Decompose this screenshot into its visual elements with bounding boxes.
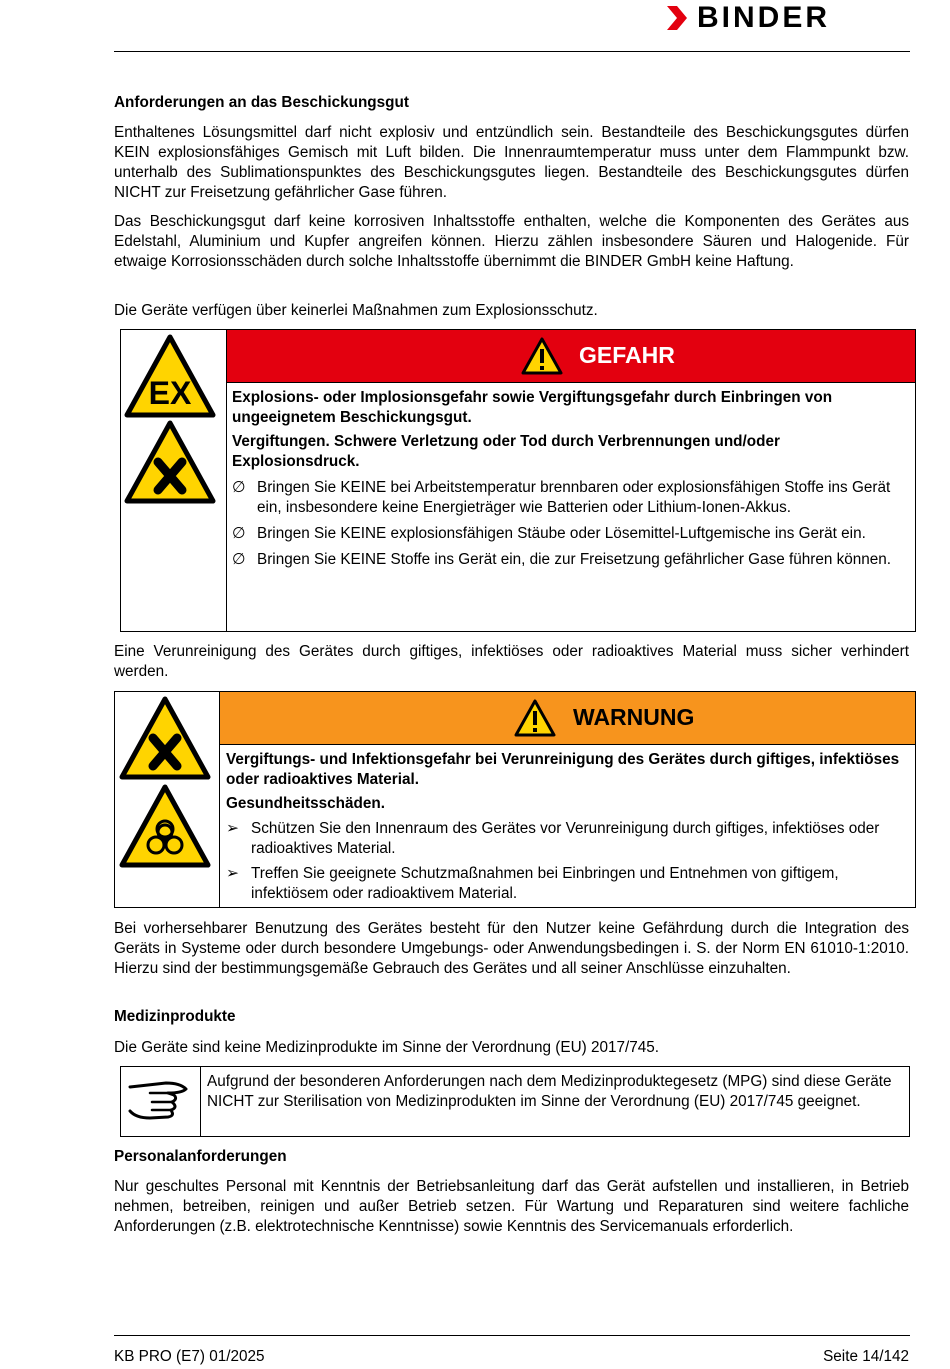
warning-signal-word: WARNUNG — [573, 704, 695, 730]
danger-list-item — [232, 550, 904, 570]
prohibition-bullet-icon: ∅ — [232, 479, 246, 496]
paragraph-medical-devices: Die Geräte sind keine Medizinprodukte im Sinne der Verordnung (EU) 2017/745. — [114, 1039, 660, 1056]
harmful-substance-icon — [124, 420, 216, 504]
paragraph-corrosive: Das Beschickungsgut darf keine korrosiven Inhaltsstoffe enthalten, welche die Komponenten des Gerätes aus Edelstahl, Aluminium und Kupfer angreifen können. Hierzu zählen insbesondere Säuren und Halogenide. Für etwaige Korrosionsschäden durch solche Inhaltsstoffe übernimmt die BINDER GmbH keine Haftung. — [114, 213, 909, 270]
paragraph-contamination: Eine Verunreinigung des Gerätes durch giftiges, infektiöses oder radioaktives Material muss sicher verhindert werden. — [114, 643, 909, 680]
note-box-divider — [200, 1066, 201, 1137]
footer-rule — [114, 1335, 910, 1336]
note-text: Aufgrund der besonderen Anforderungen nach dem Medizinproduktegesetz (MPG) sind diese Geräte NICHT zur Sterilisation von Medizinprodukten im Sinne der Verordnung (EU) 2017/745 geeignet. — [207, 1073, 892, 1110]
warning-consequence: Gesundheitsschäden. — [226, 795, 385, 812]
brand-name: BINDER — [697, 1, 831, 34]
danger-item-text: Bringen Sie KEINE Stoffe ins Gerät ein, die zur Freisetzung gefährlicher Gase führen können. — [257, 551, 892, 568]
danger-consequence: Vergiftungen. Schwere Verletzung oder Tod durch Verbrennungen und/oder Explosionsdruck. — [232, 433, 780, 470]
footer-page-number: Seite 14/142 — [823, 1348, 909, 1365]
explosive-atmosphere-icon — [124, 334, 216, 418]
warning-item-text: Schützen Sie den Innenraum des Gerätes vor Verunreinigung durch giftiges, infektiöses oder radioaktives Material. — [251, 820, 880, 857]
danger-banner — [227, 330, 915, 383]
warning-triangle-icon — [514, 699, 556, 737]
warning-list-item — [226, 864, 906, 904]
paragraph-personnel: Nur geschultes Personal mit Kenntnis der Betriebsanleitung darf das Gerät aufstellen und installieren, in Betrieb nehmen, betreiben, reinigen und außer Betrieb setzen. Für Wartung und Reparaturen sind weitere fachliche Anforderungen (z.B. elektrotechnische Kenntnisse) sowie Kenntnis des Servicemanuals erforderlich. — [114, 1178, 909, 1235]
danger-item-text: Bringen Sie KEINE explosionsfähigen Stäube oder Lösemittel-Luftgemische ins Gerät ein. — [257, 525, 866, 542]
ex-symbol-label: EX — [148, 375, 192, 411]
warning-triangle-icon — [521, 337, 563, 375]
binder-logo-mark-icon — [665, 3, 691, 35]
pointing-hand-icon — [126, 1073, 190, 1125]
footer-document-id: KB PRO (E7) 01/2025 — [114, 1348, 265, 1365]
section-heading-beschickungsgut: Anforderungen an das Beschickungsgut — [114, 94, 409, 111]
section-heading-medizinprodukte: Medizinprodukte — [114, 1008, 236, 1025]
danger-title: Explosions- oder Implosionsgefahr sowie Vergiftungsgefahr durch Einbringen von ungeeignetem Beschickungsgut. — [232, 389, 833, 426]
prohibition-bullet-icon: ∅ — [232, 551, 246, 568]
brand-logo — [665, 3, 910, 35]
warning-title: Vergiftungs- und Infektionsgefahr bei Verunreinigung des Gerätes durch giftiges, infektiöses oder radioaktives Material. — [226, 751, 900, 788]
warning-banner — [220, 692, 915, 745]
warning-list-item — [226, 819, 906, 859]
biohazard-icon — [119, 784, 211, 868]
paragraph-explosion-protection: Die Geräte verfügen über keinerlei Maßnahmen zum Explosionsschutz. — [114, 302, 598, 319]
paragraph-foreseeable-use: Bei vorhersehbarer Benutzung des Gerätes besteht für den Nutzer keine Gefährdung durch die Integration des Geräts in Systeme oder durch besondere Umgebungs- oder Anwendungsbedingen i. S. der Norm EN 61010-1:2010. Hierzu sind der bestimmungsgemäße Gebrauch des Gerätes und all seiner Anschlüsse einzuhalten. — [114, 920, 909, 977]
danger-item-text: Bringen Sie KEINE bei Arbeitstemperatur brennbaren oder explosionsfähigen Stoffe ins Gerät ein, insbesondere keine Energieträger wie Batterien oder Lithium-Ionen-Akkus. — [257, 479, 891, 516]
harmful-substance-icon — [119, 696, 211, 780]
danger-signal-word: GEFAHR — [579, 342, 675, 368]
header-rule — [114, 51, 910, 52]
prohibition-bullet-icon: ∅ — [232, 525, 246, 542]
arrow-bullet-icon: ➢ — [226, 820, 239, 837]
warning-item-text: Treffen Sie geeignete Schutzmaßnahmen bei Einbringen und Entnehmen von giftigem, infektiösem oder radioaktivem Material. — [251, 865, 839, 902]
danger-list-item — [232, 524, 904, 544]
danger-content — [232, 388, 904, 570]
paragraph-solvent: Enthaltenes Lösungsmittel darf nicht explosiv und entzündlich sein. Bestandteile des Beschickungsgutes dürfen KEIN explosionsfähiges Gemisch mit Luft bilden. Die Innenraumtemperatur muss unter dem Flammpunkt bzw. unterhalb des Sublimationspunktes des Beschickungsgutes liegen. Bestandteile des Beschickungsgutes dürfen NICHT zur Freisetzung gefährlicher Gase führen. — [114, 124, 909, 201]
section-heading-personal: Personalanforderungen — [114, 1148, 287, 1165]
warning-content — [226, 750, 906, 904]
danger-list-item — [232, 478, 904, 518]
arrow-bullet-icon: ➢ — [226, 865, 239, 882]
